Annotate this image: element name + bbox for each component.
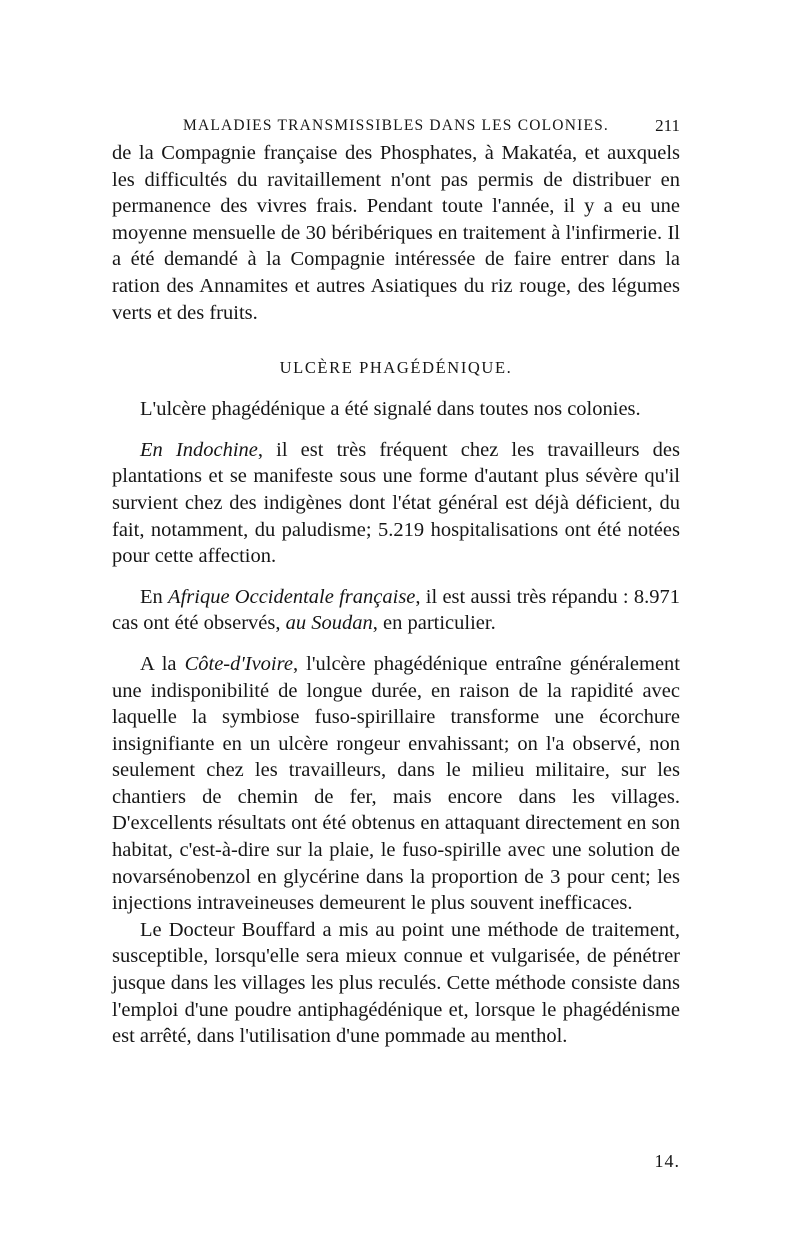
- paragraph-ci-lead: A la: [140, 652, 185, 675]
- italic-soudan: au Soudan: [285, 612, 373, 635]
- signature-mark: 14.: [654, 1151, 680, 1171]
- body-text: [112, 140, 680, 1050]
- paragraph-indochine-text: , il est très fréquent chez les travailleurs des plantations et se manifeste sous une forme d'autant plus sévère qu'il survient chez des indigènes dont l'état général est déjà déficient, du fait, notamment, du paludisme; 5.219 hospitalisations ont été notées pour cette affection.: [112, 438, 680, 568]
- italic-indochine: En Indochine: [140, 438, 258, 461]
- paragraph-bouffard: Le Docteur Bouffard a mis au point une méthode de traitement, susceptible, lorsqu'elle sera mieux connue et vulgarisée, de pénétrer jusque dans les villages les plus reculés. Cette méthode consiste dans l'emploi d'une poudre antiphagédénique et, lorsque le phagédénisme est arrêté, dans l'utilisation d'une pommade au menthol.: [112, 918, 680, 1048]
- paragraph-aof: [112, 584, 680, 637]
- paragraph-indochine: [112, 437, 680, 570]
- book-page: [112, 112, 680, 1172]
- paragraph-1: L'ulcère phagédénique a été signalé dans toutes nos colonies.: [140, 398, 641, 421]
- paragraph-aof-end: , en particulier.: [372, 612, 496, 635]
- paragraph-aof-lead: En: [140, 585, 169, 608]
- continuation-paragraph: de la Compagnie française des Phosphates, à Makatéa, et auxquels les difficultés du ravitaillement n'ont pas permis de distribuer en permanence des vivres frais. Pendant toute l'année, il y a eu une moyenne mensuelle de 30 béribériques en traitement à l'infirmerie. Il a été demandé à la Compagnie intéressée de faire entrer dans la ration des Annamites et autres Asiatiques du riz rouge, des légumes verts et des fruits.: [112, 142, 680, 324]
- page-number: 211: [655, 116, 680, 135]
- paragraph-aof-mid: , il est aussi très répandu : 8.971 cas ont été observés,: [112, 585, 680, 635]
- section-heading: ULCÈRE PHAGÉDÉNIQUE.: [279, 358, 513, 378]
- paragraph-ci-text: , l'ulcère phagédénique entraîne généralement une indisponibilité de longue durée, en raison de la rapidité avec laquelle la symbiose fuso-spirillaire transforme une écorchure insignifiante en un ulcère rongeur envahissant; on l'a observé, non seulement chez les travailleurs, dans le milieu militaire, sur les chantiers de chemin de fer, mais encore dans les villages. D'excellents résultats ont été obtenus en attaquant directement en son habitat, c'est-à-dire sur la plaie, le fuso-spirille avec une solution de novarsénobenzol en glycérine dans la proportion de 3 pour cent; les injections intraveineuses demeurent le plus souvent inefficaces.: [112, 652, 680, 915]
- running-head: [112, 112, 680, 140]
- italic-aof: Afrique Occidentale française: [168, 585, 416, 608]
- running-head-title: MALADIES TRANSMISSIBLES DANS LES COLONIES.: [182, 117, 610, 134]
- italic-cote-ivoire: Côte-d'Ivoire: [184, 652, 293, 675]
- paragraph-cote-ivoire: [112, 651, 680, 917]
